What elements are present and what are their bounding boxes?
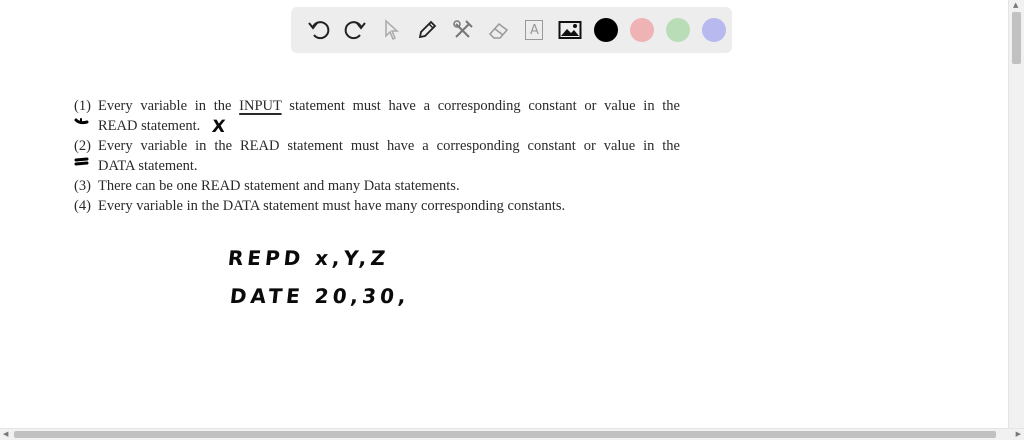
color-swatch [702,18,726,42]
option-text: There can be one READ statement and many Data statements. [98,178,460,194]
redo-button[interactable] [337,7,373,53]
option-1-continued [74,116,680,136]
color-green[interactable] [660,7,696,53]
option-text: READ statement. [98,118,201,134]
color-swatch [594,18,618,42]
undo-icon [307,18,331,42]
color-swatch [666,18,690,42]
tools-button[interactable] [445,7,481,53]
pointer-button[interactable] [373,7,409,53]
handwritten-x-mark: X [210,117,231,137]
redo-icon [343,18,367,42]
undo-button[interactable] [301,7,337,53]
text-button[interactable] [517,7,553,53]
option-text-part: statement must have a corresponding constant or value in the [281,98,680,114]
scroll-right-icon[interactable]: ▶ [1015,430,1021,438]
input-keyword: INPUT [239,98,282,114]
image-button[interactable] [552,7,588,53]
handwritten-read-line: REPD x,Y,Z [226,246,391,270]
dash-mark-1 [74,116,90,128]
pointer-icon [381,19,401,41]
option-number: (1) [74,98,91,114]
option-1 [74,96,680,116]
color-pink[interactable] [624,7,660,53]
eraser-button[interactable] [481,7,517,53]
dash-mark-2 [74,156,90,168]
option-3 [74,176,680,196]
question-document [74,96,680,216]
option-number: (2) [74,138,91,154]
horizontal-scroll-thumb[interactable] [14,431,996,438]
drawing-toolbar [291,7,732,53]
pencil-button[interactable] [409,7,445,53]
text-icon: A [525,20,543,40]
tools-icon [452,19,474,41]
eraser-icon [487,19,511,41]
option-text: Every variable in the READ statement must have a corresponding constant or value in the [98,138,680,154]
option-text: Every variable in the DATA statement must have many corresponding constants. [98,198,566,214]
option-text [98,96,680,116]
handwritten-data-line: DATE 20,30, [228,284,411,308]
scroll-left-icon[interactable]: ◀ [3,430,9,438]
option-number: (4) [74,198,91,214]
image-icon [558,19,582,41]
vertical-scroll-thumb[interactable] [1012,12,1021,64]
option-4 [74,196,680,216]
color-swatch [630,18,654,42]
color-black[interactable] [588,7,624,53]
vertical-scrollbar[interactable] [1008,0,1024,428]
option-text-part: Every variable in the [98,98,240,114]
option-2 [74,136,680,156]
option-2-continued [74,156,680,176]
option-number: (3) [74,178,91,194]
option-text: DATA statement. [98,158,198,174]
pencil-icon [416,19,438,41]
horizontal-scrollbar[interactable] [0,428,1024,440]
color-lavender[interactable] [696,7,732,53]
scroll-up-icon[interactable]: ▲ [1013,1,1019,9]
